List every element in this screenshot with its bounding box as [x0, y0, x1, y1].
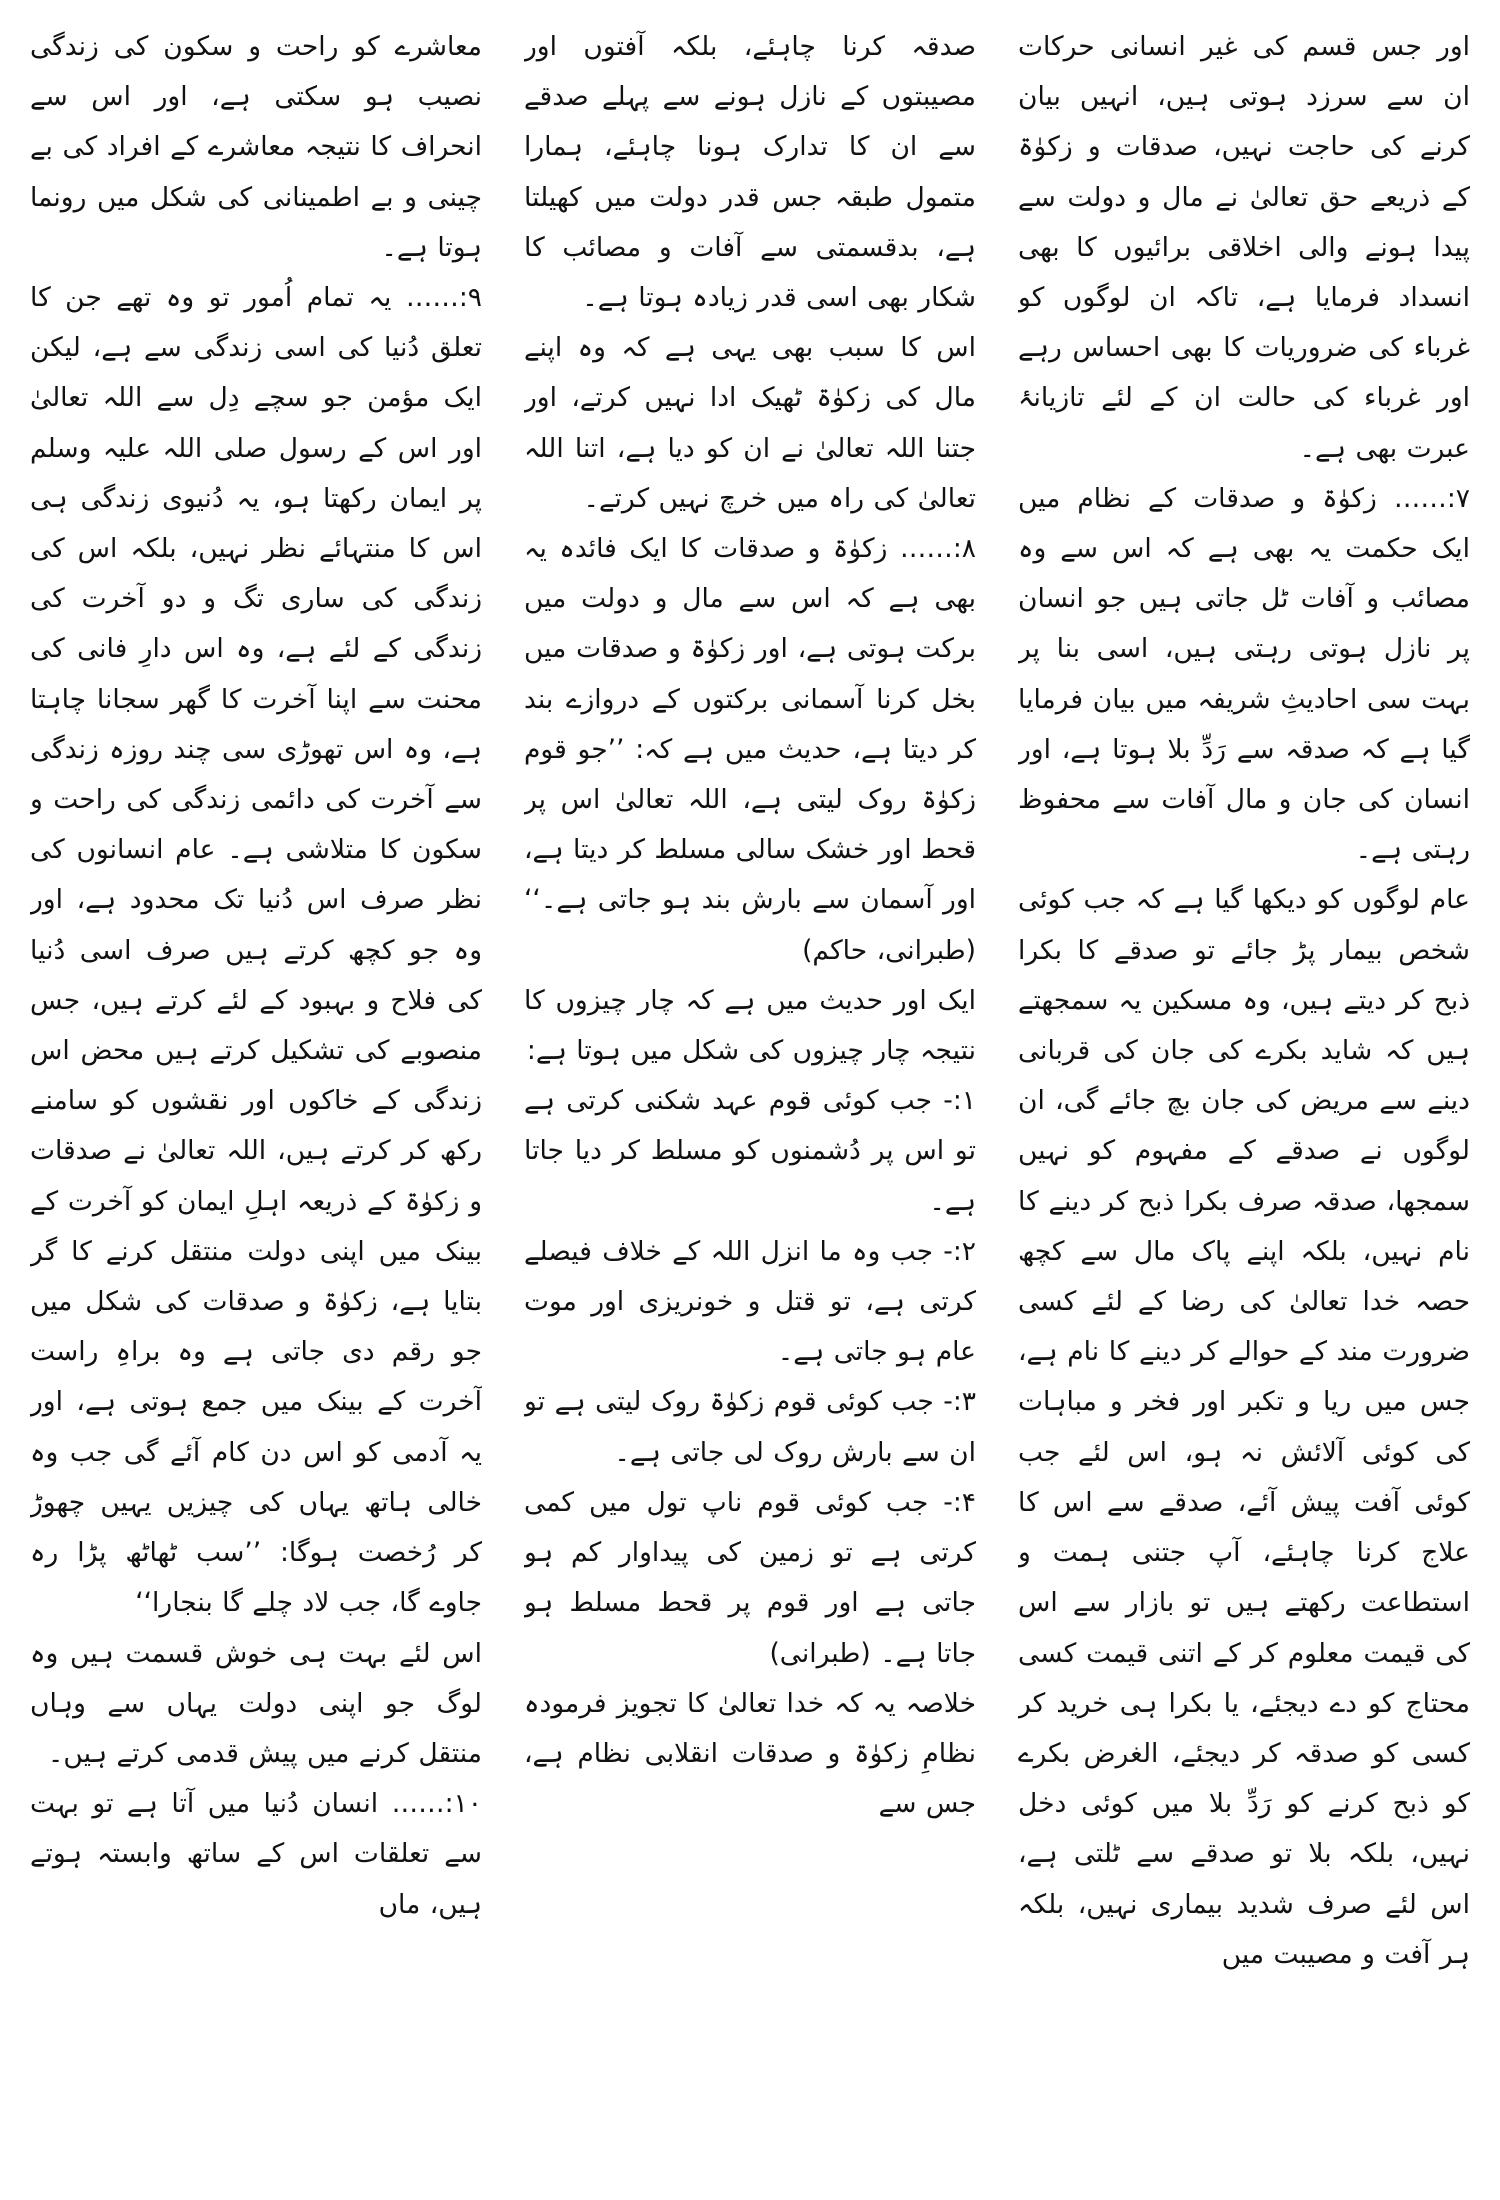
paragraph: عام لوگوں کو دیکھا گیا ہے کہ جب کوئی شخص بیمار پڑ جائے تو صدقے کا بکرا ذبح کر دیتے ہیں، وہ مسکین یہ سمجھتے ہیں کہ شاید بکرے کی جان کی قربانی دینے سے مریض کی جان بچ جائے گی، ان لوگوں نے صدقے کے مفہوم کو نہیں سمجھا، صدقہ صرف بکرا ذبح کر دینے کا نام نہیں، بلکہ اپنے پاک مال سے کچھ حصہ خدا تعالیٰ کی رضا کے لئے کسی ضرورت مند کے حوالے کر دینے کا نام ہے، جس میں ریا و تکبر اور فخر و مباہات کی کوئی آلائش نہ ہو، اس لئے جب کوئی آفت پیش آئے، صدقے سے اس کا علاج کرنا چاہئے، آپ جتنی ہمت و استطاعت رکھتے ہیں تو بازار سے اس کی قیمت معلوم کر کے اتنی قیمت کسی محتاج کو دے دیجئے، یا بکرا ہی خرید کر کسی کو صدقہ کر دیجئے، الغرض بکرے کو ذبح کرنے کو رَدِّ بلا میں کوئی دخل نہیں، بلکہ بلا تو صدقے سے ٹلتی ہے، اس لئے صرف شدید بیماری نہیں، بلکہ ہر آفت و مصیبت میں: [1018, 884, 1470, 1970]
paragraph: اس کا سبب بھی یہی ہے کہ وہ اپنے مال کی زکوٰۃ ٹھیک ادا نہیں کرتے، اور جتنا اللہ تعالیٰ نے ان کو دیا ہے، اتنا اللہ تعالیٰ کی راہ میں خرچ نہیں کرتے۔: [524, 332, 976, 514]
paragraph: خلاصہ یہ کہ خدا تعالیٰ کا تجویز فرمودہ نظامِ زکوٰۃ و صدقات انقلابی نظام ہے، جس سے: [524, 1687, 976, 1820]
paragraph: ایک اور حدیث میں ہے کہ چار چیزوں کا نتیجہ چار چیزوں کی شکل میں ہوتا ہے:: [524, 984, 976, 1067]
list-item: ۳:- جب کوئی قوم زکوٰۃ روک لیتی ہے تو ان سے بارش روک لی جاتی ہے۔: [524, 1386, 976, 1468]
list-item: ۴:- جب کوئی قوم ناپ تول میں کمی کرتی ہے تو زمین کی پیداوار کم ہو جاتی ہے اور قوم پر قحط مسلط ہو جاتا ہے۔ (طبرانی): [524, 1486, 976, 1669]
column-right: [1018, 22, 1470, 2182]
page-body: [30, 22, 1470, 2182]
list-item: ۲:- جب وہ ما انزل اللہ کے خلاف فیصلے کرتی ہے، تو قتل و خونریزی اور موت عام ہو جاتی ہے۔: [524, 1235, 976, 1368]
column-left: [30, 22, 482, 2182]
paragraph: اس لئے بہت ہی خوش قسمت ہیں وہ لوگ جو اپنی دولت یہاں سے وہاں منتقل کرنے میں پیش قدمی کرتے ہیں۔: [30, 1637, 482, 1769]
paragraph: ۹:…… یہ تمام اُمور تو وہ تھے جن کا تعلق دُنیا کی اسی زندگی سے ہے، لیکن ایک مؤمن جو سچے دِل سے اللہ تعالیٰ اور اس کے رسول صلی اللہ علیہ وسلم پر ایمان رکھتا ہو، یہ دُنیوی زندگی ہی اس کا منتہائے نظر نہیں، بلکہ اس کی زندگی کی ساری تگ و دو آخرت کی زندگی کے لئے ہے، وہ اس دارِ فانی کی محنت سے اپنا آخرت کا گھر سجانا چاہتا ہے، وہ اس تھوڑی سی چند روزہ زندگی سے آخرت کی دائمی زندگی کی راحت و سکون کا متلاشی ہے۔ عام انسانوں کی نظر صرف اس دُنیا تک محدود ہے، اور وہ جو کچھ کرتے ہیں صرف اسی دُنیا کی فلاح و بہبود کے لئے کرتے ہیں، جس منصوبے کی تشکیل کرتے ہیں محض اس زندگی کے خاکوں اور نقشوں کو سامنے رکھ کر کرتے ہیں، اللہ تعالیٰ نے صدقات و زکوٰۃ کے ذریعہ اہلِ ایمان کو آخرت کے بینک میں اپنی دولت منتقل کرنے کا گر بتایا ہے، زکوٰۃ و صدقات کی شکل میں جو رقم دی جاتی ہے وہ براہِ راست آخرت کے بینک میں جمع ہوتی ہے، اور یہ آدمی کو اس دن کام آئے گی جب وہ خالی ہاتھ یہاں کی چیزیں یہیں چھوڑ کر رُخصت ہوگا: ’’سب ٹھاٹھ پڑا رہ جاوے گا، جب لاد چلے گا بنجارا‘‘: [30, 282, 482, 1619]
paragraph: ۱۰:…… انسان دُنیا میں آتا ہے تو بہت سے تعلقات اس کے ساتھ وابستہ ہوتے ہیں، ماں: [30, 1788, 482, 1920]
column-middle: [524, 22, 976, 2182]
paragraph: ۷:…… زکوٰۃ و صدقات کے نظام میں ایک حکمت یہ بھی ہے کہ اس سے وہ مصائب و آفات ٹل جاتی ہیں جو انسان پر نازل ہوتی رہتی ہیں، اسی بنا پر بہت سی احادیثِ شریفہ میں بیان فرمایا گیا ہے کہ صدقہ سے رَدِّ بلا ہوتا ہے، اور انسان کی جان و مال آفات سے محفوظ رہتی ہے۔: [1018, 482, 1470, 866]
paragraph: اور جس قسم کی غیر انسانی حرکات ان سے سرزد ہوتی ہیں، انہیں بیان کرنے کی حاجت نہیں، صدقات و زکوٰۃ کے ذریعے حق تعالیٰ نے مال و دولت سے پیدا ہونے والی اخلاقی برائیوں کا بھی انسداد فرمایا ہے، تاکہ ان لوگوں کو غرباء کی ضروریات کا بھی احساس رہے اور غرباء کی حالت ان کے لئے تازیانۂ عبرت بھی ہے۔: [1018, 31, 1470, 464]
paragraph: ۸:…… زکوٰۃ و صدقات کا ایک فائدہ یہ بھی ہے کہ اس سے مال و دولت میں برکت ہوتی ہے، اور زکوٰۃ و صدقات میں بخل کرنا آسمانی برکتوں کے دروازے بند کر دیتا ہے، حدیث میں ہے کہ: ’’جو قوم زکوٰۃ روک لیتی ہے، اللہ تعالیٰ اس پر قحط اور خشک سالی مسلط کر دیتا ہے، اور آسمان سے بارش بند ہو جاتی ہے۔‘‘ (طبرانی، حاکم): [524, 533, 976, 966]
paragraph: صدقہ کرنا چاہئے، بلکہ آفتوں اور مصیبتوں کے نازل ہونے سے پہلے صدقے سے ان کا تدارک ہونا چاہئے، ہمارا متمول طبقہ جس قدر دولت میں کھیلتا ہے، بدقسمتی سے آفات و مصائب کا شکار بھی اسی قدر زیادہ ہوتا ہے۔: [524, 31, 976, 314]
list-item: ۱:- جب کوئی قوم عہد شکنی کرتی ہے تو اس پر دُشمنوں کو مسلط کر دیا جاتا ہے۔: [524, 1085, 976, 1217]
paragraph: معاشرے کو راحت و سکون کی زندگی نصیب ہو سکتی ہے، اور اس سے انحراف کا نتیجہ معاشرے کے افراد کی بے چینی و بے اطمینانی کی شکل میں رونما ہوتا ہے۔: [30, 31, 482, 263]
